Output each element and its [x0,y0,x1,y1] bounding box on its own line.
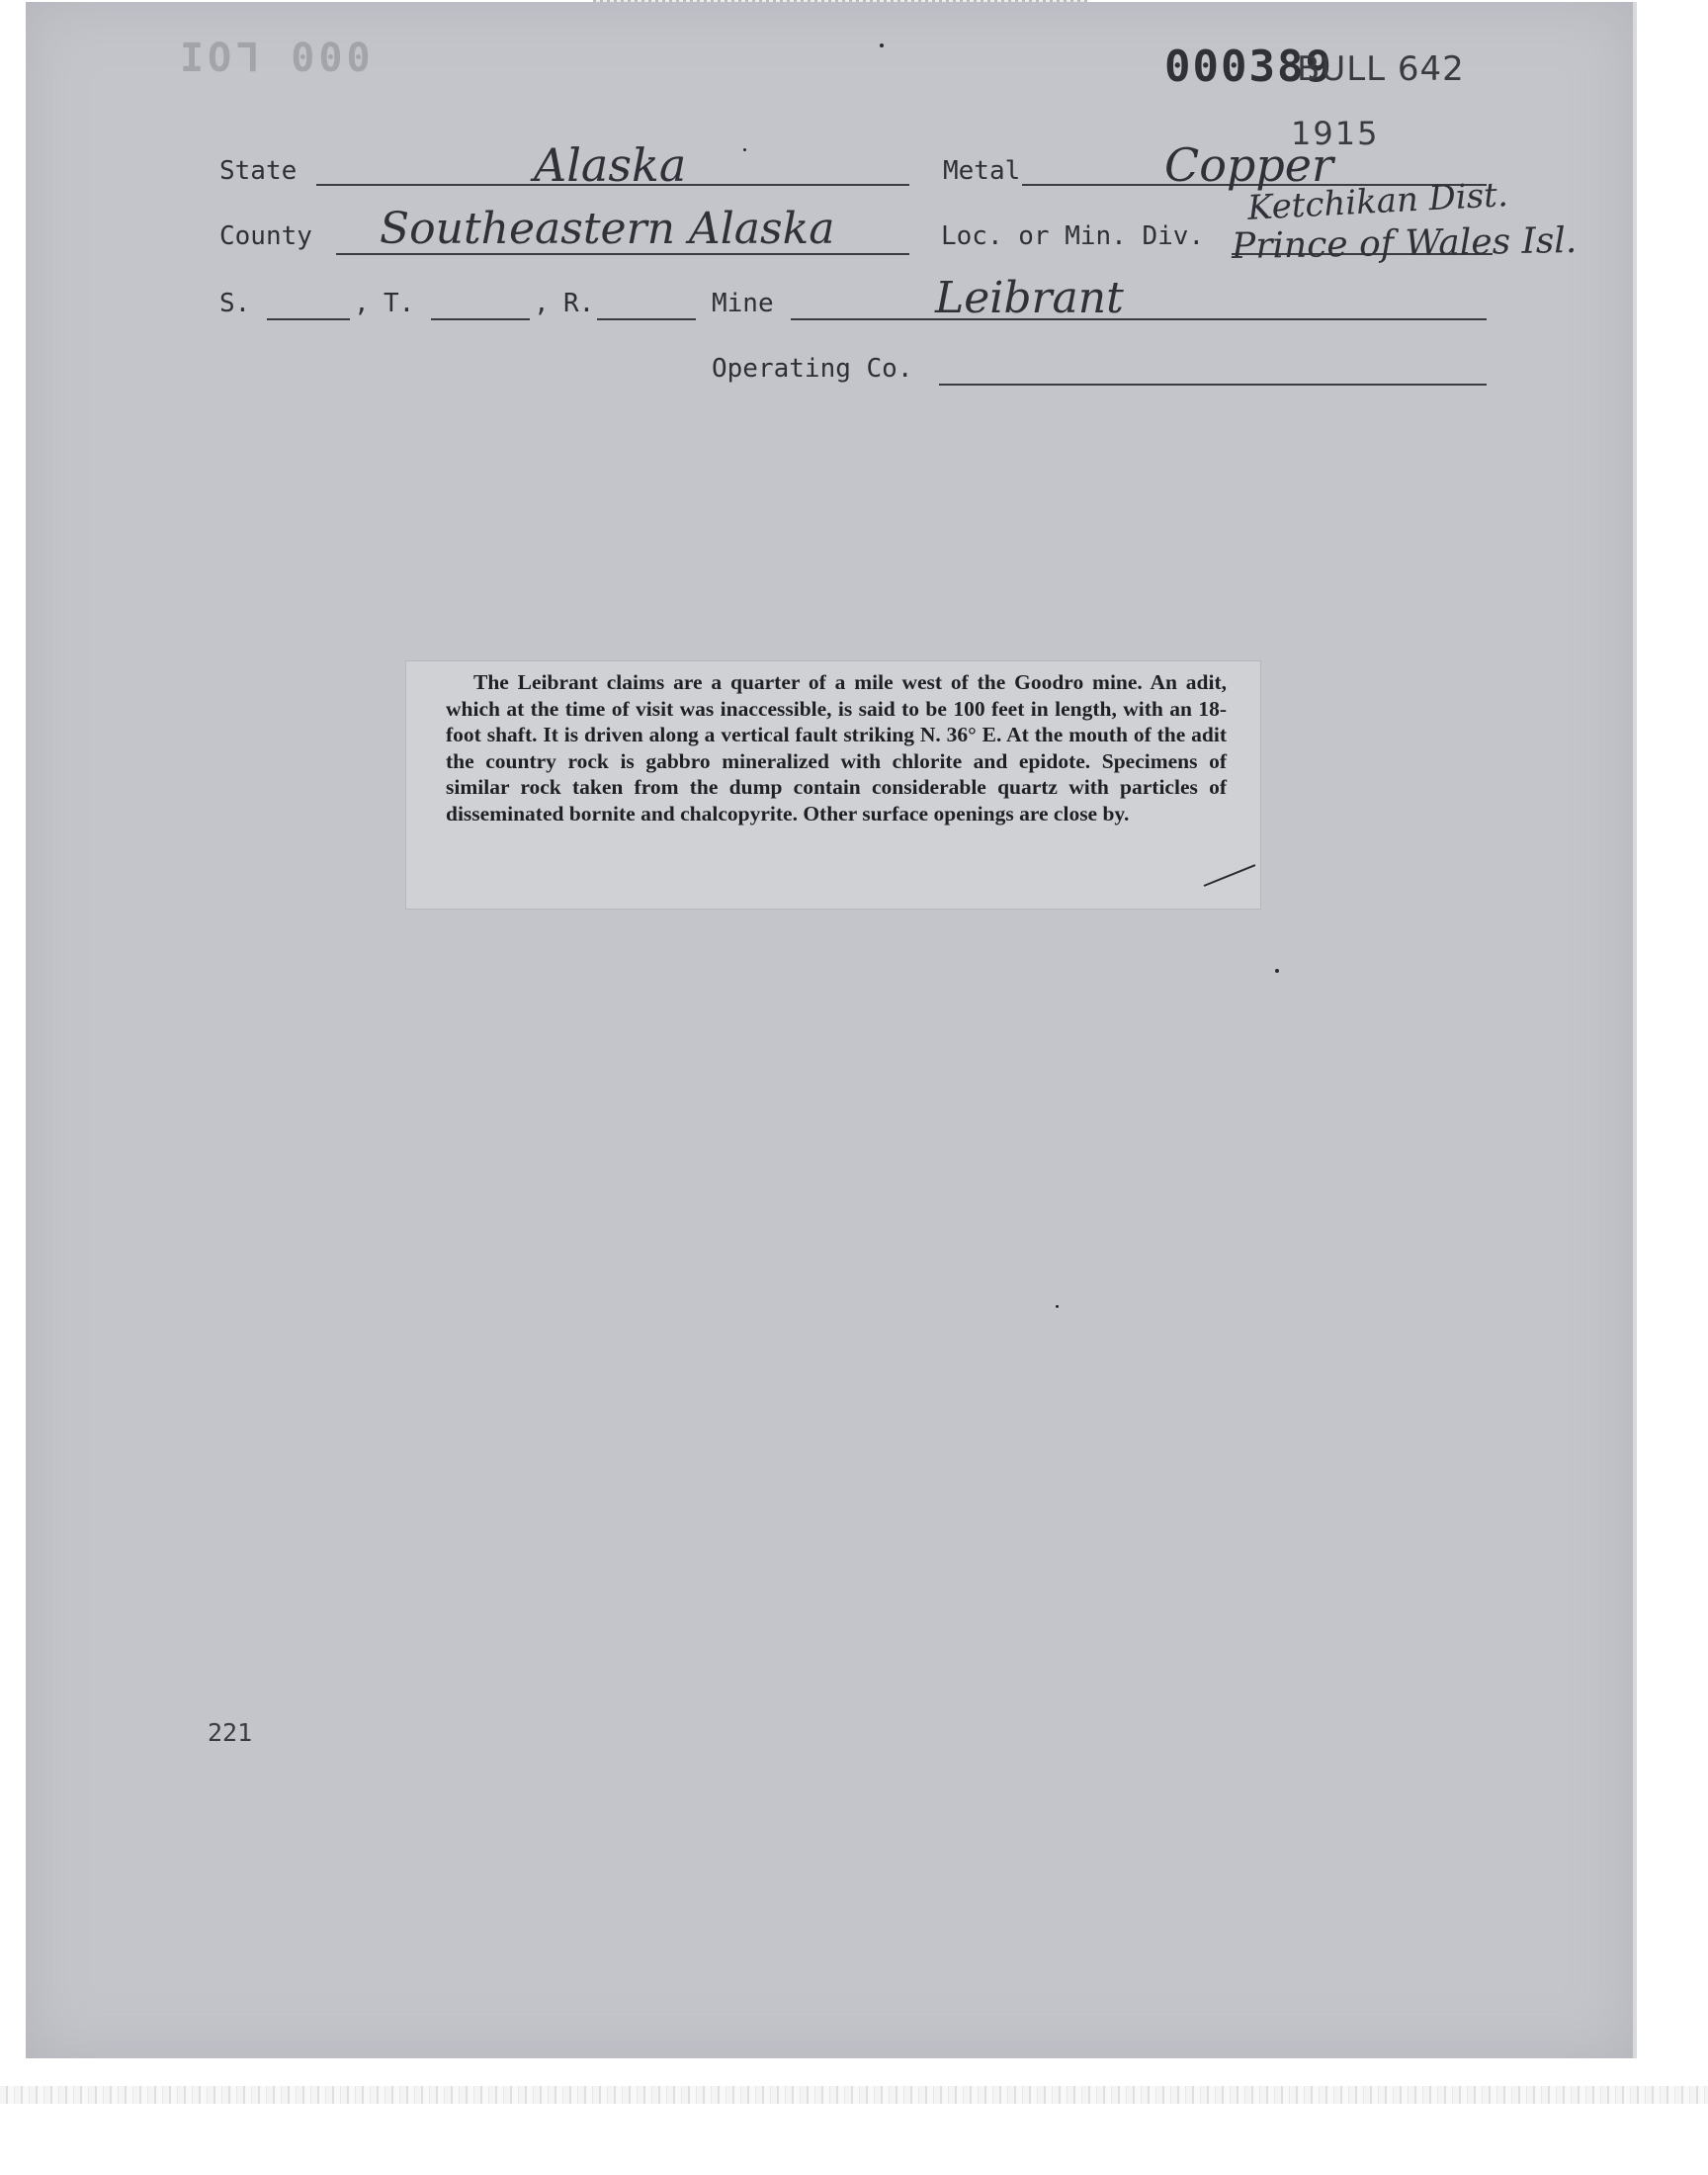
separator-comma: , [354,289,370,318]
scan-edge-bottom [0,2086,1708,2104]
township-label: T. [384,289,415,318]
range-label: R. [563,289,595,318]
section-line [267,318,350,320]
bleed-through-number: 000 ΓΟΙ [176,36,371,81]
index-card [26,2,1637,2058]
county-label: County [219,221,312,251]
mine-line [791,318,1487,320]
speck [1056,1305,1059,1308]
operating-co-label: Operating Co. [712,354,913,384]
loc-label: Loc. or Min. Div. [941,221,1205,251]
separator-comma: , [534,289,550,318]
section-label: S. [219,289,251,318]
speck [743,148,746,151]
mine-value: Leibrant [935,273,1124,323]
county-value: Southeastern Alaska [380,204,835,254]
mine-label: Mine [712,289,774,318]
loc-value-island: Prince of Wales Isl. [1231,219,1578,268]
range-line [597,318,696,320]
speck [880,44,884,47]
township-line [431,318,530,320]
bulletin-reference: BULL 642 [1297,49,1465,89]
state-value: Alaska [534,138,687,192]
metal-label: Metal [943,156,1021,186]
speck [1275,969,1279,973]
loc-value-district: Ketchikan Dist. [1246,175,1509,228]
operating-co-line [939,384,1487,386]
metal-value: Copper [1164,138,1333,192]
page-number: 221 [208,1718,253,1747]
pasted-text-clipping: The Leibrant claims are a quarter of a mile west of the Goodro mine. An adit, which at the time of visit was inaccessible, is said to be 100 feet in length, with an 18-foot shaft. It is driven along a vertical fault striking N. 36° E. At the mouth of the adit the country rock is gabbro mineralized with chlorite and epidote. Specimens of similar rock taken from the dump contain considerable quartz with particles of disseminated bornite and chalcopyrite. Other surface openings are close by. [405,660,1261,910]
accession-number: 000389 [1164,42,1333,92]
state-label: State [219,156,298,186]
bulletin-year: 1915 [1291,115,1380,152]
